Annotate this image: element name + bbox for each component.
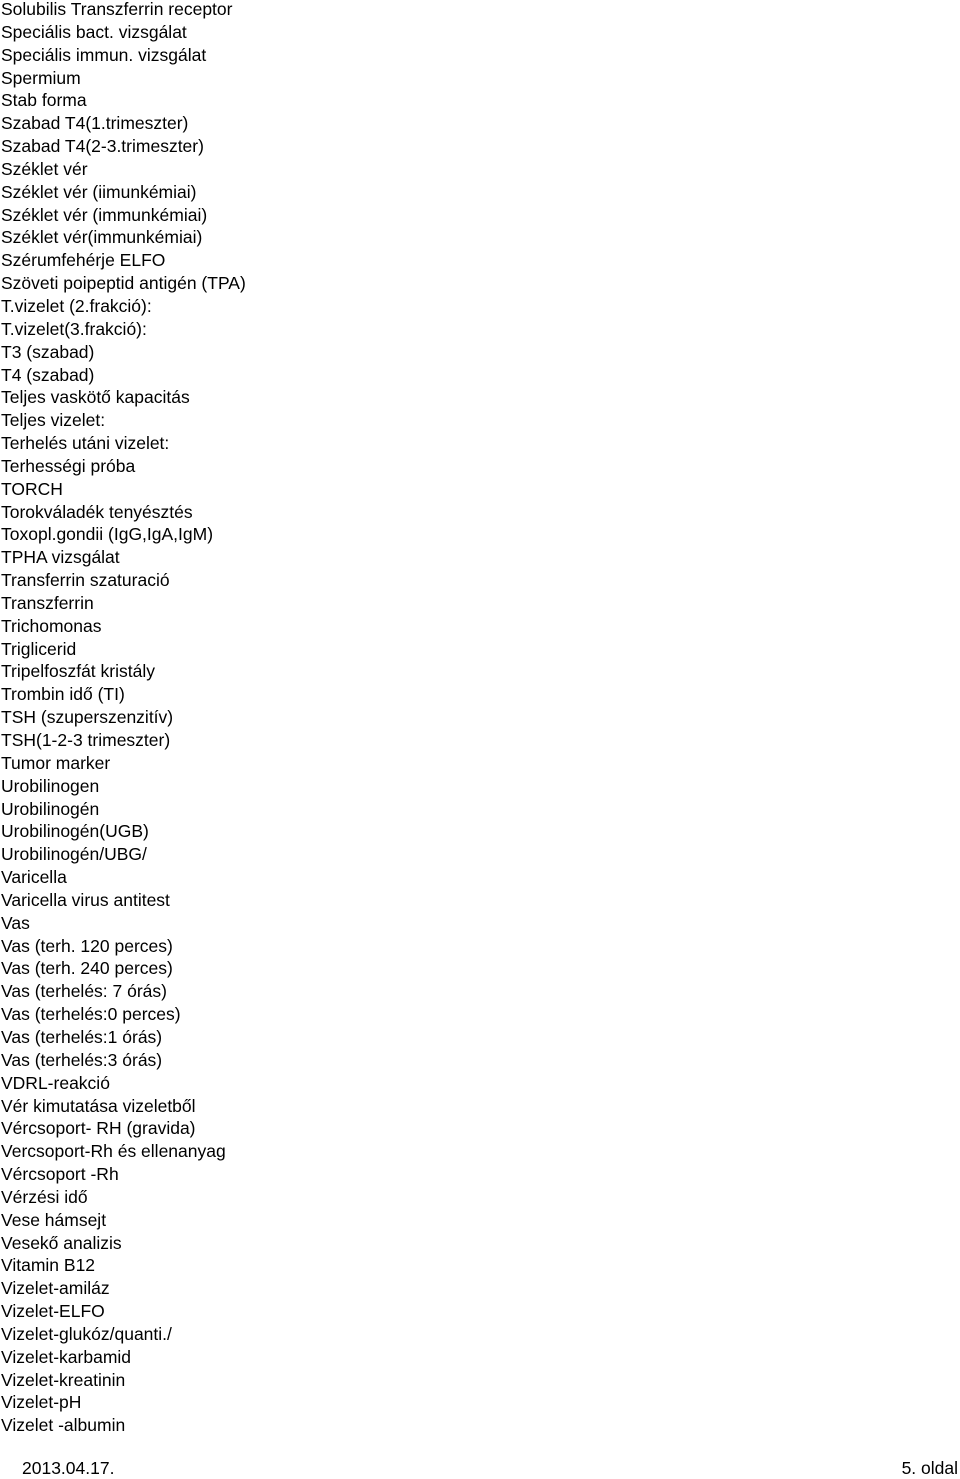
list-item: Vérzési idő <box>1 1186 88 1207</box>
list-item: Transzferrin <box>1 592 94 613</box>
list-item: Torokváladék tenyésztés <box>1 501 193 522</box>
list-item: Vizelet-kreatinin <box>1 1369 126 1390</box>
list-item: Vas (terhelés:0 perces) <box>1 1004 181 1025</box>
list-item: TORCH <box>1 478 63 499</box>
list-item: Vesekő analizis <box>1 1232 122 1253</box>
list-item: Transferrin szaturació <box>1 570 170 591</box>
list-item: Solubilis Transzferrin receptor <box>1 0 233 19</box>
list-item: Speciális immun. vizsgálat <box>1 44 207 65</box>
list-item: Vitamin B12 <box>1 1255 96 1276</box>
list-item: Vér kimutatása vizeletből <box>1 1095 196 1116</box>
list-item: Vas <box>1 912 30 933</box>
list-item: Széklet vér (immunkémiai) <box>1 204 208 225</box>
list-item: Trichomonas <box>1 615 102 636</box>
list-item: Szöveti poipeptid antigén (TPA) <box>1 273 246 294</box>
list-item: Toxopl.gondii (IgG,IgA,IgM) <box>1 524 214 545</box>
list-item: Vercsoport-Rh és ellenanyag <box>1 1141 226 1162</box>
list-item: Vas (terh. 120 perces) <box>1 935 173 956</box>
list-item: Vizelet-glukóz/quanti./ <box>1 1323 172 1344</box>
list-item: Szabad T4(1.trimeszter) <box>1 113 189 134</box>
list-item: Stab forma <box>1 90 87 111</box>
list-item: Speciális bact. vizsgálat <box>1 21 187 42</box>
list-item: Vércsoport- RH (gravida) <box>1 1118 196 1139</box>
list-item: Urobilinogen <box>1 775 100 796</box>
list-item: Teljes vizelet: <box>1 410 106 431</box>
footer-date: 2013.04.17. <box>22 1458 115 1478</box>
list-item: Vas (terhelés:3 órás) <box>1 1049 163 1070</box>
list-item: VDRL-reakció <box>1 1072 110 1093</box>
list-item: Terhelés utáni vizelet: <box>1 433 170 454</box>
list-item: Vizelet-ELFO <box>1 1301 105 1322</box>
footer-page-number: 5. oldal <box>901 1458 958 1478</box>
test-name-list <box>1 0 246 1437</box>
list-item: Vas (terh. 240 perces) <box>1 958 173 979</box>
list-item: Vas (terhelés: 7 órás) <box>1 981 167 1002</box>
list-item: Tumor marker <box>1 752 111 773</box>
list-item: Vizelet-amiláz <box>1 1278 110 1299</box>
list-item: Vas (terhelés:1 órás) <box>1 1026 163 1047</box>
list-item: Szérumfehérje ELFO <box>1 250 166 271</box>
list-item: Vizelet -albumin <box>1 1415 126 1436</box>
list-item: Teljes vaskötő kapacitás <box>1 387 190 408</box>
list-item: Vese hámsejt <box>1 1209 107 1230</box>
list-item: Széklet vér(immunkémiai) <box>1 227 203 248</box>
list-item: T4 (szabad) <box>1 364 95 385</box>
list-item: Spermium <box>1 67 81 88</box>
list-item: Tripelfoszfát kristály <box>1 661 155 682</box>
list-item: Urobilinogén(UGB) <box>1 821 149 842</box>
list-item: Urobilinogén/UBG/ <box>1 844 147 865</box>
list-item: Szabad T4(2-3.trimeszter) <box>1 136 204 157</box>
list-item: Vizelet-karbamid <box>1 1346 132 1367</box>
list-item: Terhességi próba <box>1 455 136 476</box>
list-item: TSH (szuperszenzitív) <box>1 707 174 728</box>
list-item: Széklet vér <box>1 158 88 179</box>
list-item: Varicella virus antitest <box>1 889 170 910</box>
list-item: Urobilinogén <box>1 798 100 819</box>
list-item: T.vizelet (2.frakció): <box>1 295 152 316</box>
list-item: Vizelet-pH <box>1 1392 82 1413</box>
list-item: Triglicerid <box>1 638 77 659</box>
list-item: Trombin idő (TI) <box>1 684 125 705</box>
list-item: Széklet vér (iimunkémiai) <box>1 181 197 202</box>
list-item: T.vizelet(3.frakció): <box>1 318 147 339</box>
list-item: TSH(1-2-3 trimeszter) <box>1 730 171 750</box>
list-item: T3 (szabad) <box>1 341 95 362</box>
list-item: Varicella <box>1 867 67 888</box>
list-item: TPHA vizsgálat <box>1 547 120 568</box>
list-item: Vércsoport -Rh <box>1 1164 119 1185</box>
